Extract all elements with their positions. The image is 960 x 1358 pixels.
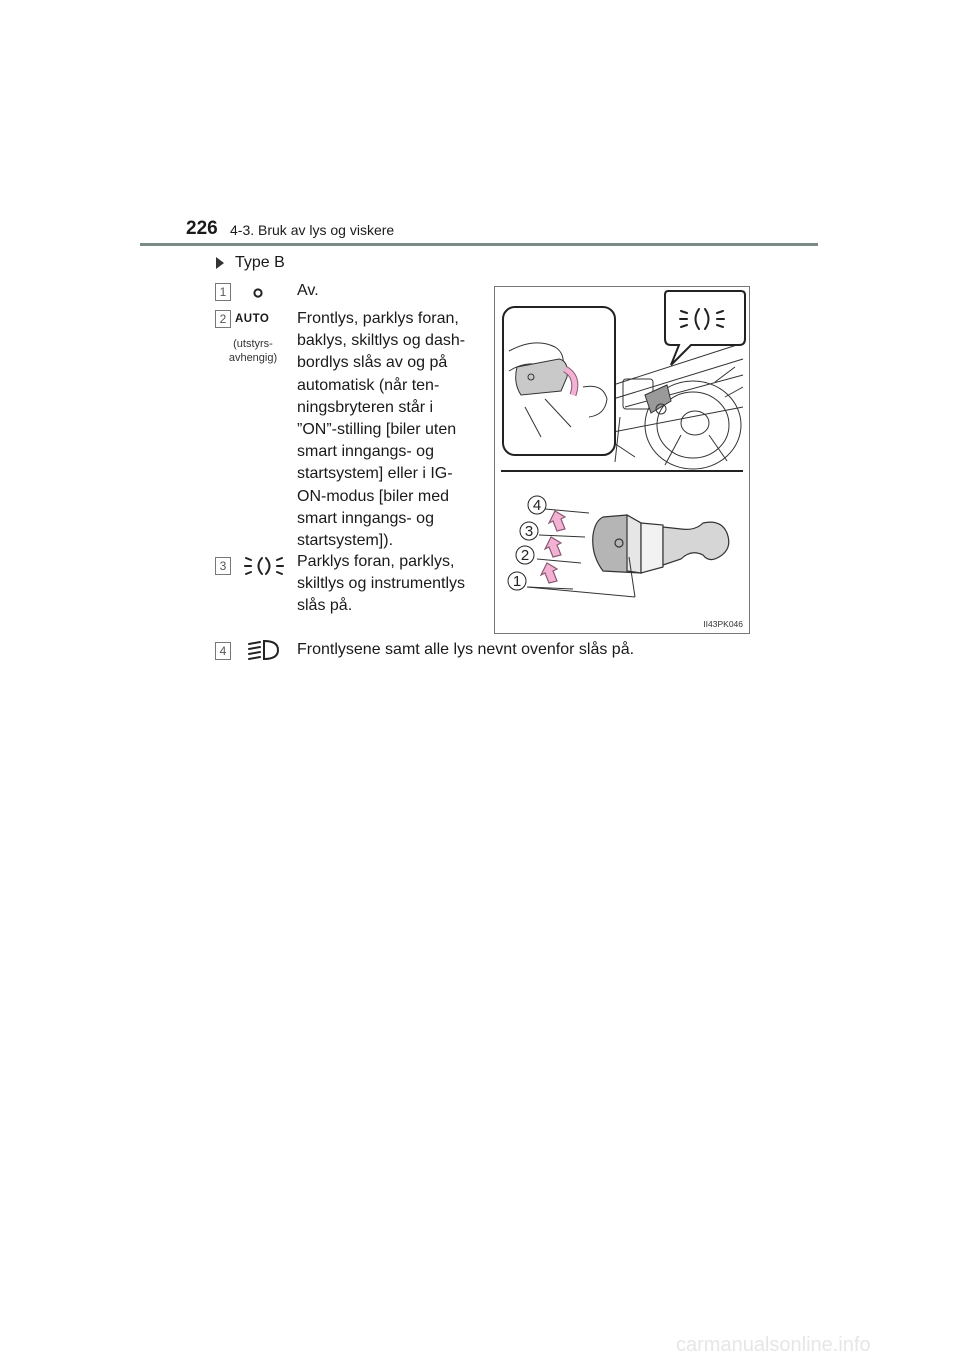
figure-light-switch: [494, 286, 750, 634]
item-3-description: [297, 551, 479, 618]
item-3-line: slås på.: [297, 597, 353, 615]
item-2-line: Frontlys, parklys foran,: [297, 310, 459, 327]
header-rule: [140, 243, 818, 246]
callout-2: 2: [520, 547, 530, 564]
item-3-line: skiltlys og instrumentlys: [297, 575, 466, 593]
auto-label-icon: AUTO: [235, 313, 270, 325]
item-number-3: 3: [215, 557, 231, 575]
item-2-line: smart inngangs- og: [297, 443, 434, 461]
section-title: 4-3. Bruk av lys og viskere: [230, 222, 395, 238]
callout-4: 4: [532, 497, 542, 514]
item-2-line: ”ON”-stilling [biler uten: [297, 421, 457, 439]
item-2-line: startsystem] eller i IG-: [297, 465, 453, 483]
item-2-line: smart inngangs- og: [297, 509, 434, 527]
item-2-note: (utstyrs- avhengig): [228, 338, 278, 364]
item-2-line: ningsbryteren står i: [297, 398, 434, 416]
item-number-4: 4: [215, 642, 231, 660]
triangle-bullet-icon: [216, 257, 224, 269]
item-2-line: ON-modus [biler med: [297, 487, 450, 505]
figure-code: II43PK046: [703, 619, 743, 629]
type-heading: [216, 254, 285, 272]
item-2-description: [297, 308, 479, 552]
item-2-line: automatisk (når ten-: [297, 376, 440, 394]
item-3-line: Parklys foran, parklys,: [297, 553, 455, 570]
arrow-icons: [541, 511, 565, 583]
type-label: Type B: [235, 254, 285, 271]
parking-light-icon: [244, 554, 284, 578]
page-number: 226: [186, 218, 218, 239]
off-circle-icon: [252, 287, 264, 299]
light-switch-illustration: [495, 287, 749, 633]
item-2-line: baklys, skiltlys og dash-: [297, 332, 466, 350]
item-number-1: 1: [215, 283, 231, 301]
callout-3: 3: [524, 523, 534, 540]
item-number-2: 2: [215, 310, 231, 328]
item-4-text: Frontlysene samt alle lys nevnt ovenfor slås på.: [297, 641, 635, 658]
headlight-icon: [247, 638, 283, 664]
watermark: carmanualsonline.info: [676, 1334, 871, 1356]
item-2-line: startsystem]).: [297, 532, 394, 550]
callout-1: 1: [512, 573, 522, 590]
item-2-line: bordlys slås av og på: [297, 354, 448, 372]
item-1-text: Av.: [297, 282, 319, 299]
